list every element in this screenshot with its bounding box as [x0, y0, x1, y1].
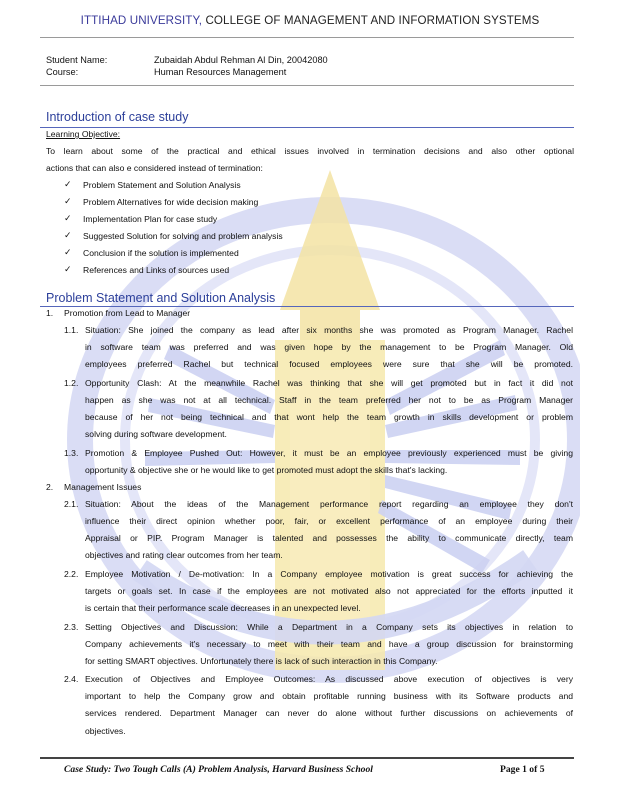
item-line: for setting SMART objectives. Unfortunately there is lack of such interaction in this Company. — [85, 656, 438, 666]
item-line: opportunity & objective she or he would like to get promoted must adopt the skills that's lacking. — [85, 465, 448, 475]
checklist-item: Problem Alternatives for wide decision making — [83, 197, 259, 207]
meta-divider — [40, 85, 574, 86]
item-line: Employee Motivation / De-motivation: In a Company employee motivation is great success for achieving the — [85, 569, 573, 579]
analysis-title: Problem Statement and Solution Analysis — [46, 291, 276, 305]
item-line: Execution of Objectives and Employee Outcomes: As discussed above execution of objectives is very — [85, 674, 573, 684]
item-number: 2.4. — [64, 674, 79, 684]
item-number: 2.3. — [64, 622, 79, 632]
item-line: Promotion & Employee Pushed Out: However, it must be an employee previously experienced must be giving — [85, 448, 573, 458]
intro-title-underline — [40, 127, 574, 128]
item-line: objectives. — [85, 726, 126, 736]
item-line: because of her not being technical and that wont help the team growth in skills development or problem — [85, 412, 573, 422]
analysis-title-underline — [40, 306, 574, 307]
item-line: influence their direct opinion whether poor, fair, or excellent performance of an employee during their — [85, 516, 573, 526]
student-label: Student Name: — [46, 55, 108, 65]
item-line: Appraisal or PIP. Program Manager is talented and possesses the ability to communicate directly, team — [85, 533, 573, 543]
intro-line: actions that can also e considered instead of termination: — [46, 163, 263, 173]
item-line: in software team was preferred and was given hope by the management to be Program Manager. Old — [85, 342, 573, 352]
item-line: solving during software development. — [85, 429, 227, 439]
checkmark-icon: ✓ — [64, 247, 72, 257]
item-number: 1.1. — [64, 325, 79, 335]
college-name: COLLEGE OF MANAGEMENT AND INFORMATION SYSTEMS — [202, 14, 540, 27]
item-line: Situation: She joined the company as lead after six months she was promoted as Program Manager. Rachel — [85, 325, 573, 335]
checkmark-icon: ✓ — [64, 264, 72, 274]
item-line: Company achievements it's necessary to meet with their team and have a group discussion for brainstorming — [85, 639, 573, 649]
item-number: 1.2. — [64, 378, 79, 388]
item-line: Situation: About the ideas of the Management performance report regarding an employee they don't — [85, 499, 573, 509]
intro-line: To learn about some of the practical and ethical issues involved in termination decisions and also other optional — [46, 146, 574, 156]
item-number: 2.2. — [64, 569, 79, 579]
item-line: services rendered. Department Manager can never do alone without further discussions on achievements of — [85, 708, 573, 718]
section-heading: Management Issues — [64, 482, 142, 492]
item-line: Opportunity Clash: At the meanwhile Rachel was thinking that she will get promoted but in fact it did not — [85, 378, 573, 388]
checkmark-icon: ✓ — [64, 213, 72, 223]
item-line: objectives and rating clear outcomes from her team. — [85, 550, 283, 560]
header-divider — [40, 37, 574, 38]
item-line: employees preferred Rachel but technical focused employees were sure that she will be promoted. — [85, 359, 573, 369]
learning-objective-label: Learning Objective: — [46, 129, 121, 139]
student-value: Zubaidah Abdul Rehman Al Din, 20042080 — [154, 55, 328, 65]
page-header — [40, 14, 580, 27]
course-value: Human Resources Management — [154, 67, 287, 77]
item-number: 2.1. — [64, 499, 79, 509]
checkmark-icon: ✓ — [64, 196, 72, 206]
checklist-item: Problem Statement and Solution Analysis — [83, 180, 241, 190]
section-number: 2. — [46, 482, 54, 492]
checkmark-icon: ✓ — [64, 230, 72, 240]
university-name: ITTIHAD UNIVERSITY, — [80, 14, 203, 27]
checklist-item: References and Links of sources used — [83, 265, 230, 275]
item-line: important to help the Company grow and obtain profitable running business with its Software products and — [85, 691, 573, 701]
section-heading: Promotion from Lead to Manager — [64, 308, 191, 318]
section-number: 1. — [46, 308, 54, 318]
item-number: 1.3. — [64, 448, 79, 458]
checklist-item: Suggested Solution for solving and problem analysis — [83, 231, 283, 241]
page-number: Page 1 of 5 — [500, 764, 545, 775]
intro-title: Introduction of case study — [46, 110, 189, 124]
item-line: Setting Objectives and Discussion: While a Department in a Company sets its objectives in relation to — [85, 622, 573, 632]
footer-divider — [40, 757, 574, 759]
footer-title: Case Study: Two Tough Calls (A) Problem Analysis, Harvard Business School — [64, 764, 373, 775]
item-line: targets or goals set. In case if the employees are not motivated also not appreciated for the efforts inputted it — [85, 586, 573, 596]
checklist-item: Conclusion if the solution is implemented — [83, 248, 239, 258]
checkmark-icon: ✓ — [64, 179, 72, 189]
item-line: happen as she was not at all technical. Staff in the team preferred her not to be as Program Manager — [85, 395, 573, 405]
checklist-item: Implementation Plan for case study — [83, 214, 218, 224]
item-line: is certain that their performance scale decreases in an unexpected level. — [85, 603, 361, 613]
course-label: Course: — [46, 67, 79, 77]
